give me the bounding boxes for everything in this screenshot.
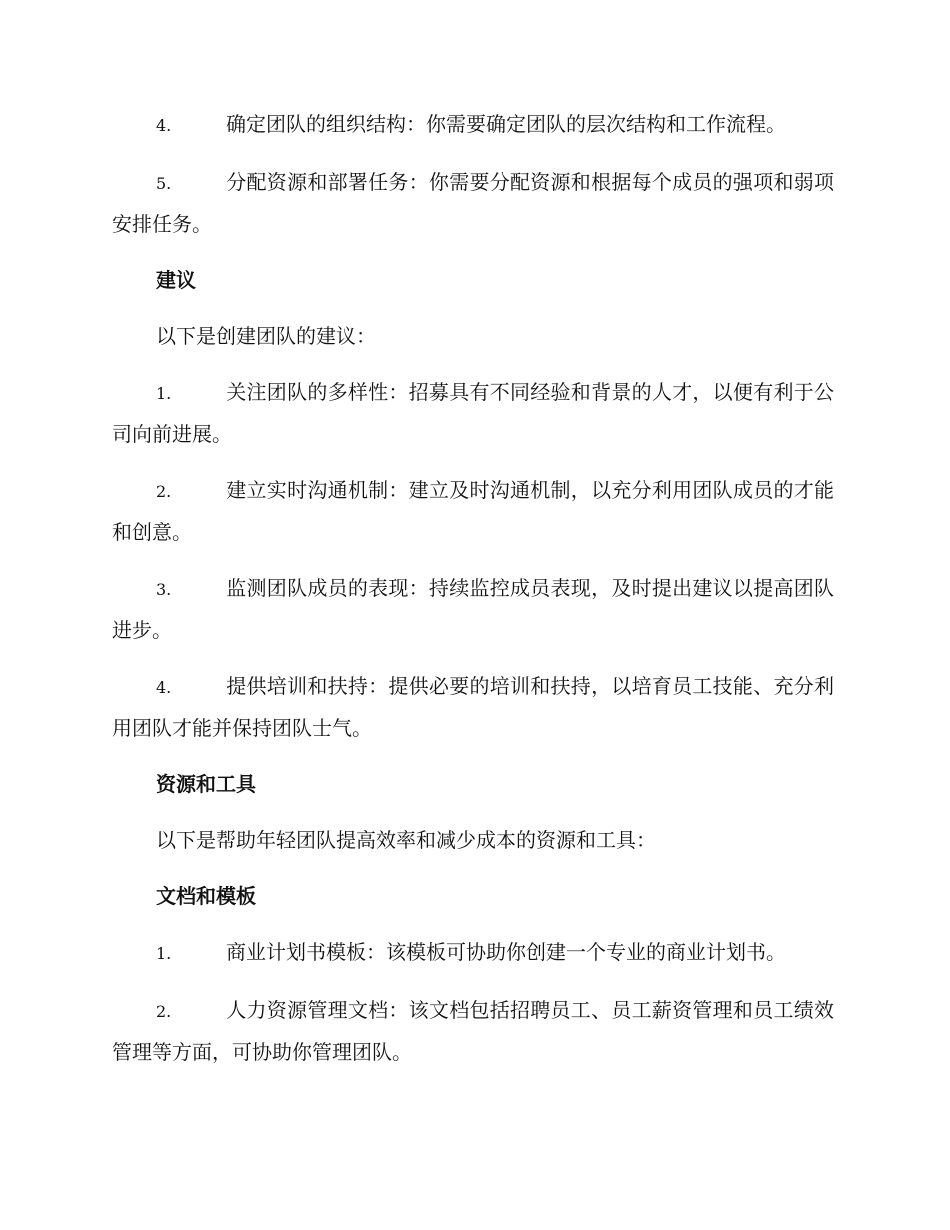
list-number: 4.: [156, 116, 172, 135]
section-heading-docs: 文档和模板: [156, 884, 256, 908]
section-intro: 以下是帮助年轻团队提高效率和减少成本的资源和工具：: [156, 828, 656, 852]
list-text: 确定团队的组织结构：你需要确定团队的层次结构和工作流程。: [226, 112, 786, 136]
list-item: [112, 568, 834, 650]
list-text: 分配资源和部署任务：你需要分配资源和根据每个成员的强项和弱项安排任务。: [112, 170, 834, 236]
list-item: [112, 932, 834, 974]
list-number: 2.: [156, 1002, 172, 1021]
list-number: 1.: [156, 944, 172, 963]
list-text: 建立实时沟通机制：建立及时沟通机制，以充分利用团队成员的才能和创意。: [112, 478, 834, 544]
list-item: [112, 470, 834, 552]
list-number: 1.: [156, 384, 172, 403]
list-number: 4.: [156, 678, 172, 697]
list-number: 3.: [156, 580, 172, 599]
list-number: 5.: [156, 174, 172, 193]
section-intro: 以下是创建团队的建议：: [156, 324, 376, 348]
list-text: 提供培训和扶持：提供必要的培训和扶持，以培育员工技能、充分利用团队才能并保持团队士气。: [112, 674, 834, 740]
list-item: [112, 372, 834, 454]
section-heading-resources: 资源和工具: [156, 772, 256, 796]
list-number: 2.: [156, 482, 172, 501]
document-page: [112, 104, 834, 1088]
list-text: 商业计划书模板：该模板可协助你创建一个专业的商业计划书。: [226, 940, 786, 964]
list-item: [112, 666, 834, 748]
list-item: [112, 990, 834, 1072]
list-item: [112, 104, 834, 146]
list-item: [112, 162, 834, 244]
list-text: 关注团队的多样性：招募具有不同经验和背景的人才，以便有利于公司向前进展。: [112, 380, 834, 446]
section-heading-suggestions: 建议: [156, 268, 196, 292]
list-text: 人力资源管理文档：该文档包括招聘员工、员工薪资管理和员工绩效管理等方面，可协助你管理团队。: [112, 998, 834, 1064]
list-text: 监测团队成员的表现：持续监控成员表现，及时提出建议以提高团队进步。: [112, 576, 834, 642]
